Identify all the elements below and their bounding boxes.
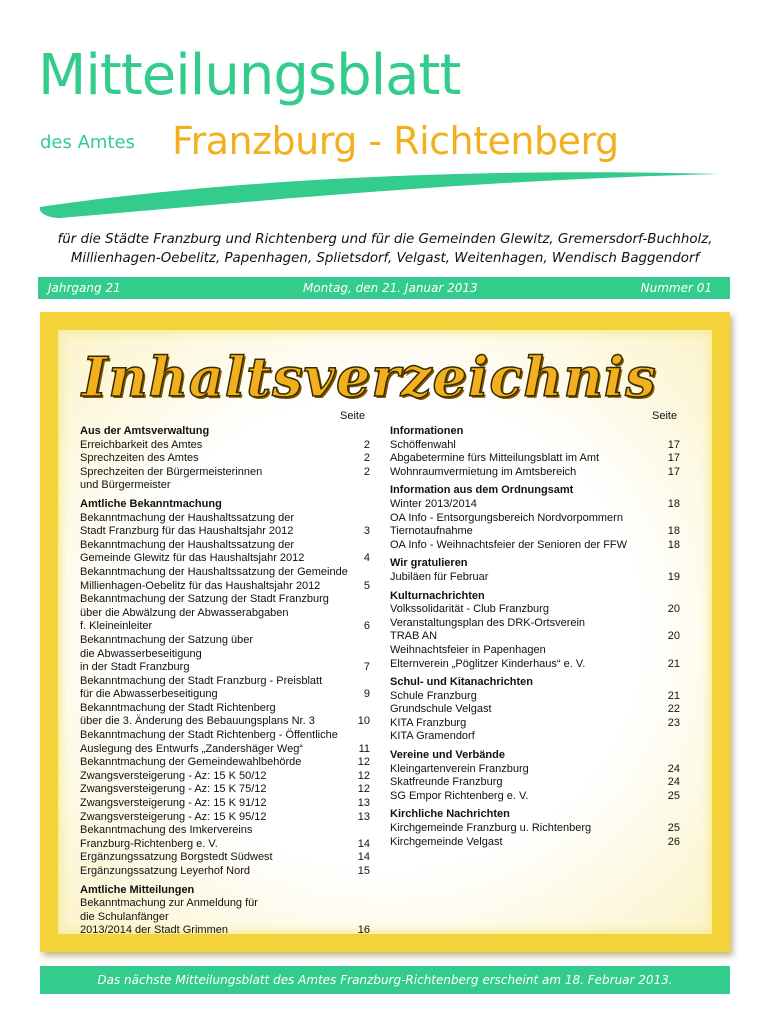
toc-entry-text: in der Stadt Franzburg [80,661,190,674]
toc-section-title: Vereine und Verbände [390,749,505,762]
toc-entry-text: Kirchgemeinde Franzburg u. Richtenberg [390,822,592,835]
toc-entry [80,675,370,689]
toc-entry [80,634,370,648]
toc-entry [80,539,370,553]
toc-entry-text: Skatfreunde Franzburg [390,776,503,789]
subtitle-line-1: für die Städte Franzburg und Richtenberg und für die Gemeinden Glewitz, Gremersdorf-Buchholz, [57,232,713,247]
toc-entry-text: Bekanntmachung der Haushaltssatzung der Gemeinde [80,565,348,578]
toc-entry [80,865,370,879]
toc-entry-page: 18 [667,538,680,551]
toc-entry-page: 14 [357,851,370,864]
toc-entry-text: die Abwasserbeseitigung [80,647,202,660]
toc-entry [390,822,680,836]
toc-entry-text: Volkssolidarität - Club Franzburg [390,603,549,616]
toc-entry-page: 12 [357,783,370,796]
toc-section-title: Kulturnachrichten [390,589,485,602]
toc-entry-text: über die 3. Änderung des Bebauungsplans Nr. 3 [80,715,315,728]
toc-section-title: Informationen [390,425,464,437]
toc-entry-text: Sprechzeiten des Amtes [80,452,199,465]
toc-entry [80,838,370,852]
toc-entry [80,593,370,607]
toc-entry-text: und Bürgermeister [80,479,171,492]
seite-label-right: Seite [652,410,678,422]
toc-entry [80,743,370,757]
toc-entry-page: 15 [357,865,370,877]
toc-entry [390,630,680,644]
toc-entry [80,525,370,539]
toc-entry [80,811,370,825]
toc-entry-page: 10 [357,715,370,728]
toc-entry-page: 21 [667,689,680,702]
toc-entry [80,824,370,838]
toc-entry [390,539,680,553]
toc-entry-page: 16 [357,924,370,937]
toc-entry [80,897,370,911]
toc-entry [390,690,680,704]
toc-entry-page: 2 [363,452,370,465]
toc-entry-page: 19 [667,570,680,583]
toc-entry-page: 2 [363,465,370,478]
issue-date: Montag, den 21. Januar 2013 [303,281,478,295]
toc-entry [390,525,680,539]
toc-entry-text: Bekanntmachung der Gemeindewahlbehörde [80,756,302,769]
toc-entry [390,658,680,672]
toc-entry [80,452,370,466]
toc-entry-text: über die Abwälzung der Abwasserabgaben [80,606,289,619]
issue-info-bar [38,277,730,299]
toc-entry [390,498,680,512]
toc-entry [80,620,370,634]
toc-entry-page: 17 [667,465,680,478]
toc-entry-text: Zwangsversteigerung - Az: 15 K 50/12 [80,769,267,782]
toc-entry-page: 21 [667,657,680,670]
toc-entry [390,703,680,717]
toc-section-title: Information aus dem Ordnungsamt [390,484,574,497]
toc-entry [80,715,370,729]
toc-entry-page: 5 [363,579,370,592]
toc-entry-page: 20 [667,630,680,643]
toc-entry-text: Zwangsversteigerung - Az: 15 K 95/12 [80,810,267,823]
toc-entry [80,566,370,580]
issue-number: Nummer 01 [640,281,712,295]
toc-entry-text: Tiernotaufnahme [390,525,473,538]
toc-entry [80,512,370,526]
toc-entry-page: 14 [357,837,370,850]
toc-entry [80,607,370,621]
toc-entry-text: Ergänzungssatzung Borgstedt Südwest [80,851,273,864]
toc-entry [390,617,680,631]
toc-entry-text: f. Kleineinleiter [80,620,153,633]
toc-entry [390,730,680,744]
toc-section-title: Wir gratulieren [390,557,468,570]
toc-entry [390,836,680,850]
toc-entry-text: Wohnraumvermietung im Amtsbereich [390,465,577,478]
toc-entry [80,552,370,566]
toc-entry-text: Winter 2013/2014 [390,497,477,510]
toc-entry [390,512,680,526]
toc-entry-page: 24 [667,762,680,775]
toc-entry [80,648,370,662]
toc-entry-page: 7 [363,661,370,674]
toc-section-title: Amtliche Mitteilungen [80,883,195,896]
toc-entry-page: 2 [363,438,370,451]
toc-entry-page: 12 [357,769,370,782]
toc-entry-text: Jubiläen für Februar [390,570,489,583]
toc-entry-text: für die Abwasserbeseitigung [80,688,218,701]
toc-entry [390,439,680,453]
toc-entry-text: Veranstaltungsplan des DRK-Ortsverein [390,616,586,629]
toc-entry-text: Ergänzungssatzung Leyerhof Nord [80,865,250,877]
toc-entry [80,729,370,743]
toc-entry [80,783,370,797]
toc-entry [390,776,680,790]
toc-column-left [80,425,370,938]
toc-entry [80,439,370,453]
toc-entry [390,571,680,585]
toc-entry-text: Bekanntmachung zur Anmeldung für [80,897,258,910]
toc-entry-text: Zwangsversteigerung - Az: 15 K 91/12 [80,797,267,810]
toc-entry [390,790,680,804]
toc-column-right [390,425,680,849]
toc-entry [80,924,370,938]
toc-entry-text: SG Empor Richtenberg e. V. [390,789,529,802]
toc-entry-text: Franzburg-Richtenberg e. V. [80,837,218,850]
toc-section-title: Kirchliche Nachrichten [390,808,510,821]
toc-entry [390,717,680,731]
toc-entry-text: Bekanntmachung der Stadt Franzburg - Preisblatt [80,674,323,687]
toc-heading: Inhaltsverzeichnis [82,345,657,409]
masthead-place: Franzburg - Richtenberg [172,119,619,163]
toc-entry [390,603,680,617]
toc-section-title: Amtliche Bekanntmachung [80,497,222,510]
toc-entry-text: TRAB AN [390,630,438,643]
toc-entry-text: Weihnachtsfeier in Papenhagen [390,643,546,656]
seite-label-left: Seite [340,410,366,422]
toc-entry [390,466,680,480]
toc-entry-text: die Schulanfänger [80,910,169,923]
masthead-title: Mitteilungsblatt [38,43,461,108]
toc-entry-text: 2013/2014 der Stadt Grimmen [80,924,228,937]
toc-entry [80,688,370,702]
toc-section-title: Schul- und Kitanachrichten [390,676,534,689]
toc-entry-page: 4 [363,552,370,565]
toc-entry-text: Bekanntmachung des Imkervereins [80,824,253,837]
toc-entry-page: 24 [667,776,680,789]
toc-entry [80,580,370,594]
toc-entry-text: Schöffenwahl [390,438,456,451]
toc-entry [80,479,370,493]
toc-entry-page: 9 [363,688,370,701]
toc-entry-page: 25 [667,789,680,802]
toc-entry [80,770,370,784]
toc-entry-text: Millienhagen-Oebelitz für das Haushaltsjahr 2012 [80,579,321,592]
toc-entry-text: Bekanntmachung der Haushaltssatzung der [80,538,295,551]
toc-entry [80,466,370,480]
toc-entry-text: Erreichbarkeit des Amtes [80,438,203,451]
toc-entry-text: Kirchgemeinde Velgast [390,835,503,848]
toc-entry [390,452,680,466]
toc-entry-text: Schule Franzburg [390,689,477,702]
toc-entry-text: KITA Gramendorf [390,730,475,743]
toc-entry-text: Elternverein „Pöglitzer Kinderhaus“ e. V. [390,657,586,670]
toc-entry-text: Zwangsversteigerung - Az: 15 K 75/12 [80,783,267,796]
toc-entry-text: Abgabetermine fürs Mitteilungsblatt im Amt [390,452,600,465]
toc-entry [80,797,370,811]
toc-entry-text: Bekanntmachung der Stadt Richtenberg [80,701,276,714]
toc-entry-page: 3 [363,525,370,538]
toc-entry-page: 20 [667,603,680,616]
toc-entry-page: 18 [667,525,680,538]
masthead-swoosh [30,162,730,222]
toc-entry-page: 12 [357,756,370,769]
toc-entry-text: Gemeinde Glewitz für das Haushaltsjahr 2012 [80,552,305,565]
toc-entry-text: Bekanntmachung der Satzung über [80,633,254,646]
subtitle-line-2: Millienhagen-Oebelitz, Papenhagen, Splietsdorf, Velgast, Weitenhagen, Wendisch Baggendorf [70,251,700,266]
toc-entry-text: Stadt Franzburg für das Haushaltsjahr 2012 [80,525,294,538]
toc-entry-page: 23 [667,716,680,729]
toc-entry [80,851,370,865]
toc-entry-text: Bekanntmachung der Satzung der Stadt Franzburg [80,593,329,606]
toc-entry-page: 11 [358,742,370,755]
toc-entry [80,702,370,716]
toc-entry-text: Kleingartenverein Franzburg [390,762,529,775]
toc-entry-text: Grundschule Velgast [390,703,492,716]
toc-entry-page: 17 [667,438,680,451]
toc-entry-text: Sprechzeiten der Bürgermeisterinnen [80,465,263,478]
toc-entry-page: 18 [667,497,680,510]
toc-entry-text: OA Info - Weihnachtsfeier der Senioren der FFW [390,538,628,551]
toc-entry-text: Auslegung des Entwurfs „Zandershäger Weg“ [80,742,303,755]
next-issue-footer: Das nächste Mitteilungsblatt des Amtes Franzburg-Richtenberg erscheint am 18. Februar 2013. [40,966,730,994]
toc-entry-page: 17 [667,452,680,465]
toc-entry [390,763,680,777]
masthead-des-amtes: des Amtes [40,132,135,153]
toc-entry-page: 13 [357,797,370,810]
toc-entry-page: 26 [667,835,680,848]
jahrgang: Jahrgang 21 [48,281,121,295]
toc-entry-page: 6 [363,620,370,633]
toc-entry-page: 25 [667,822,680,835]
toc-entry-page: 22 [667,703,680,716]
toc-entry-page: 13 [357,810,370,823]
toc-entry-text: KITA Franzburg [390,716,467,729]
toc-entry-text: Bekanntmachung der Haushaltssatzung der [80,511,295,524]
toc-entry [80,661,370,675]
toc-entry [390,644,680,658]
toc-section-title: Aus der Amtsverwaltung [80,425,210,437]
toc-entry-text: Bekanntmachung der Stadt Richtenberg - Öffentliche [80,729,338,742]
toc-entry [80,756,370,770]
toc-entry [80,911,370,925]
toc-entry-text: OA Info - Entsorgungsbereich Nordvorpommern [390,511,623,524]
